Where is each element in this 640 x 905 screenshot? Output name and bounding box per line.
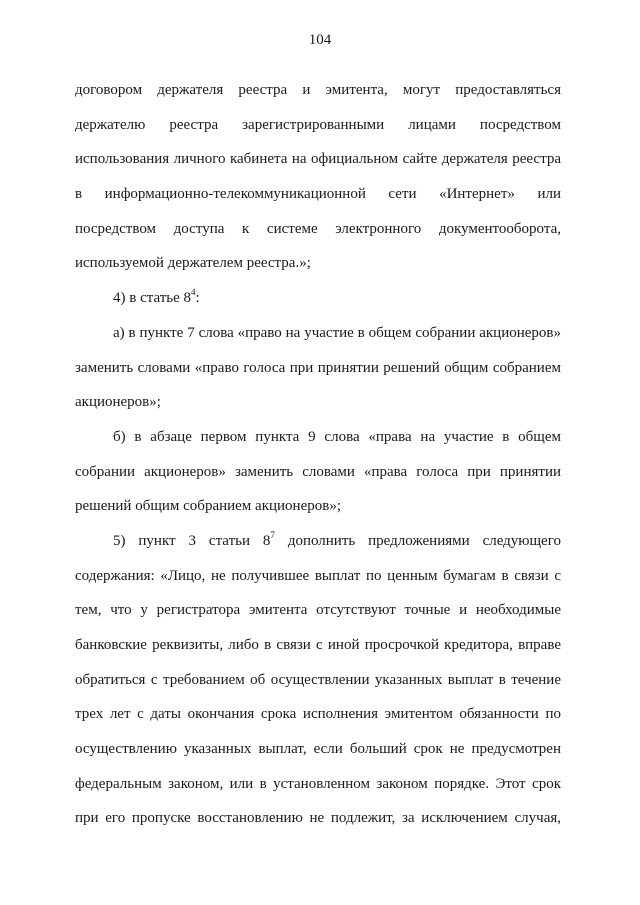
- text-line: [75, 246, 561, 281]
- line-text: посредством доступа к системе электронного документооборота,: [75, 220, 561, 237]
- text-line: [75, 212, 561, 247]
- line-text: содержания: «Лицо, не получившее выплат по ценным бумагам в связи с: [75, 567, 561, 584]
- text-line: [75, 593, 561, 628]
- line-text: осуществлению указанных выплат, если больший срок не предусмотрен: [75, 741, 561, 758]
- line-text: держателю реестра зарегистрированными лицами посредством: [75, 116, 561, 133]
- line-text: заменить словами «право голоса при принятии решений общим собранием: [75, 359, 561, 376]
- line-text-tail: дополнить предложениями следующего: [274, 532, 561, 549]
- line-text: федеральным законом, или в установленном законом порядке. Этот срок: [75, 775, 561, 792]
- superscript: 7: [270, 529, 275, 540]
- line-text: акционеров»;: [75, 394, 161, 411]
- line-text: собрании акционеров» заменить словами «права голоса при принятии: [75, 463, 561, 480]
- line-text: 4) в статье 8: [113, 290, 192, 307]
- text-line: [75, 281, 561, 316]
- line-text: использования личного кабинета на официальном сайте держателя реестра: [75, 151, 561, 168]
- line-text: договором держателя реестра и эмитента, могут предоставляться: [75, 82, 561, 98]
- text-line: [75, 142, 561, 177]
- text-line: [75, 801, 561, 836]
- text-line: [75, 177, 561, 212]
- text-line: [75, 628, 561, 663]
- text-line: [75, 697, 561, 732]
- line-text: трех лет с даты окончания срока исполнения эмитентом обязанности по: [75, 706, 561, 723]
- line-text: а) в пункте 7 слова «право на участие в общем собрании акционеров»: [113, 324, 561, 341]
- text-line: [75, 455, 561, 490]
- text-line: [75, 767, 561, 802]
- text-line: [75, 316, 561, 351]
- line-text: при его пропуске восстановлению не подлежит, за исключением случая,: [75, 810, 561, 827]
- line-text: банковские реквизиты, либо в связи с иной просрочкой кредитора, вправе: [75, 637, 561, 653]
- text-line: [75, 524, 561, 559]
- line-text: б) в абзаце первом пункта 9 слова «права на участие в общем: [113, 428, 561, 445]
- line-text: тем, что у регистратора эмитента отсутствуют точные и необходимые: [75, 602, 561, 619]
- page-number: 104: [308, 32, 332, 48]
- text-line: [75, 663, 561, 698]
- text-line: [75, 732, 561, 767]
- line-text: решений общим собранием акционеров»;: [75, 498, 341, 515]
- text-line: [75, 489, 561, 524]
- line-text: используемой держателем реестра.»;: [75, 255, 311, 272]
- text-line: [75, 559, 561, 594]
- line-text: 5) пункт 3 статьи 8: [113, 532, 271, 549]
- text-line: [75, 385, 561, 420]
- line-text: обратиться с требованием об осуществлении указанных выплат в течение: [75, 671, 561, 688]
- line-text: в информационно-телекоммуникационной сети «Интернет» или: [75, 186, 561, 203]
- line-text-tail: :: [195, 290, 200, 307]
- superscript: 4: [191, 287, 196, 298]
- text-line: [75, 420, 561, 455]
- text-line: [75, 108, 561, 143]
- text-line: [75, 73, 561, 108]
- text-line: [75, 351, 561, 386]
- document-body: [75, 73, 561, 836]
